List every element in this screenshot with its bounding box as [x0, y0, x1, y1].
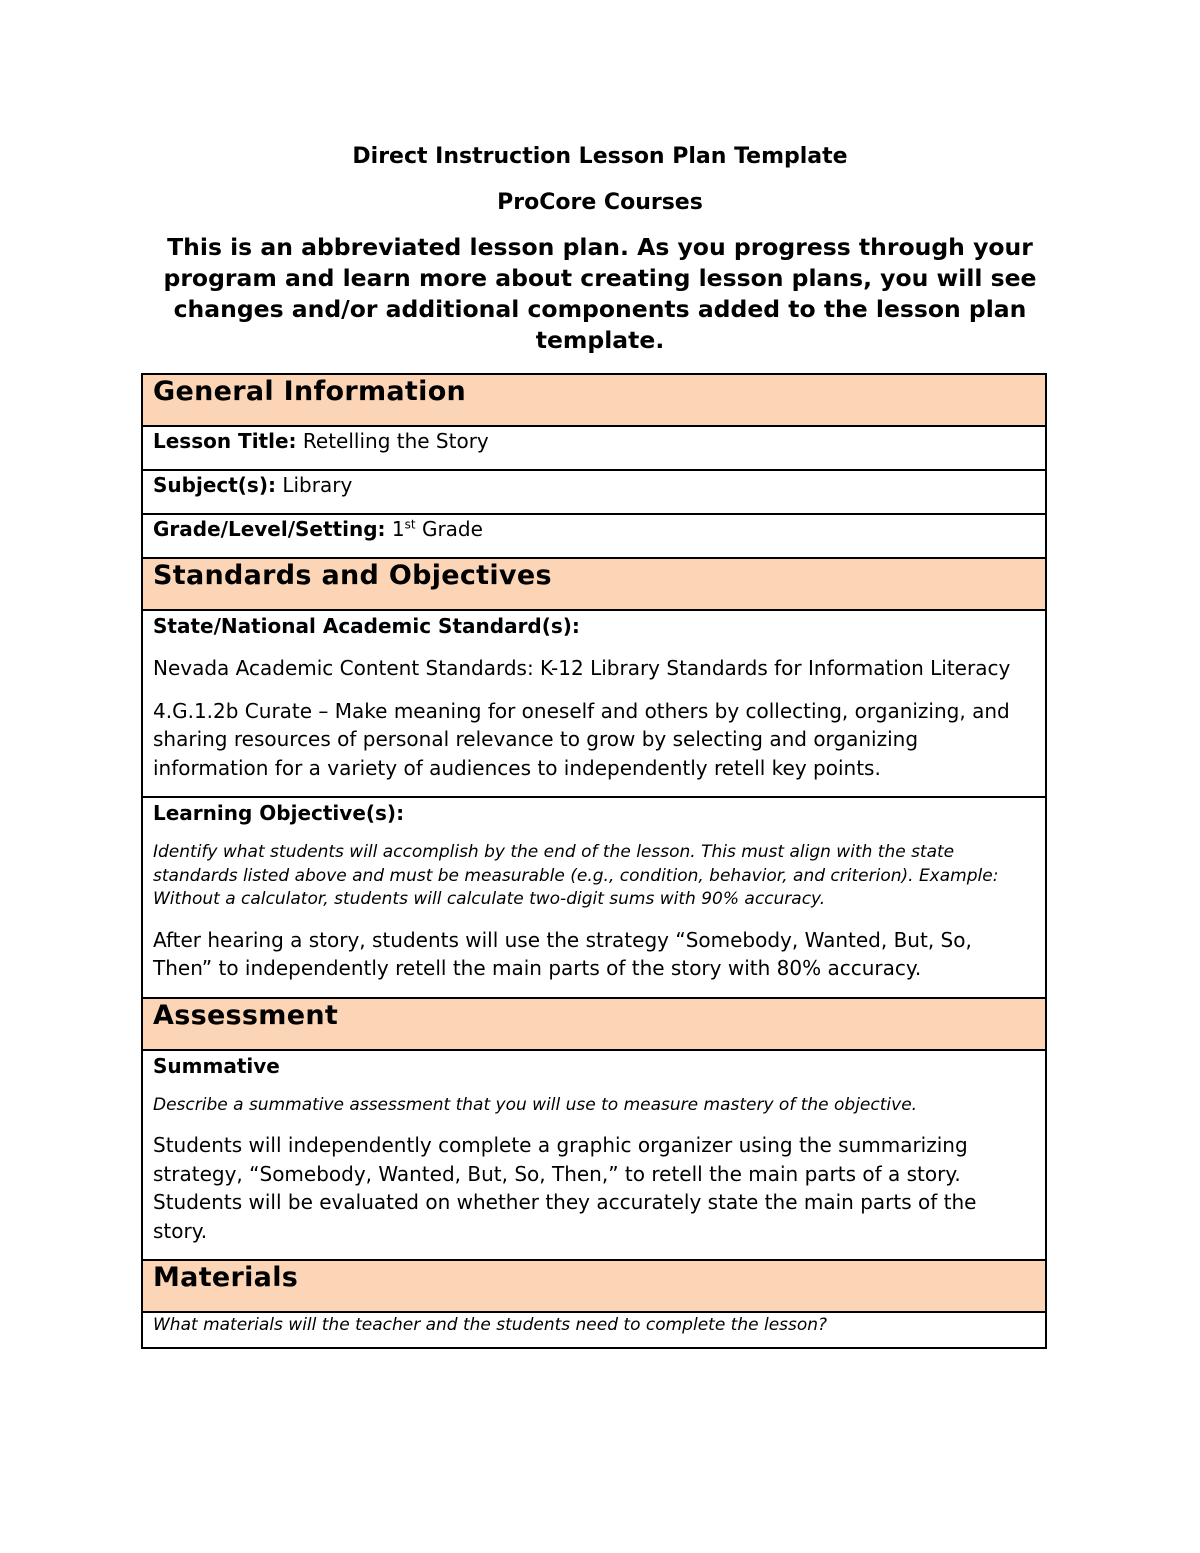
- section-heading: Standards and Objectives: [142, 558, 1046, 610]
- objectives-row: [142, 797, 1046, 998]
- section-heading: General Information: [142, 374, 1046, 426]
- objective-hint: Identify what students will accomplish by the end of the lesson. This must align with the state standards listed above and must be measurable (e.g., condition, behavior, and criterion). Example: Without a calculator, students will calculate two-digit sums with 90% accuracy.: [153, 842, 999, 909]
- standard-text: 4.G.1.2b Curate – Make meaning for oneself and others by collecting, organizing, and sharing resources of personal relevance to grow by selecting and organizing information for a variety of audiences to independently retell key points.: [153, 698, 1010, 780]
- grade-label: Grade/Level/Setting:: [153, 517, 386, 541]
- lesson-title-value: Retelling the Story: [296, 429, 489, 453]
- objective-text: After hearing a story, students will use the strategy “Somebody, Wanted, But, So, Then” to independently retell the main parts of the story with 80% accuracy.: [153, 927, 972, 980]
- objective-label: Learning Objective(s):: [153, 801, 405, 825]
- summative-row: [142, 1050, 1046, 1261]
- summative-hint: Describe a summative assessment that you will use to measure mastery of the objective.: [153, 1094, 918, 1115]
- grade-suffix: st: [404, 517, 416, 532]
- document-title: Direct Instruction Lesson Plan Template: [352, 144, 848, 169]
- lesson-title-row: [142, 426, 1046, 470]
- section-header-general: [142, 374, 1046, 426]
- standard-label: State/National Academic Standard(s):: [153, 614, 580, 638]
- lesson-plan-table: [141, 373, 1047, 1349]
- grade-value: Grade: [415, 517, 483, 541]
- subject-label: Subject(s):: [153, 473, 276, 497]
- subject-row: [142, 470, 1046, 514]
- section-header-assessment: [142, 998, 1046, 1050]
- document-intro: This is an abbreviated lesson plan. As you progress through your program and learn more about creating lesson plans, you will see changes and/or additional components added to the lesson plan template.: [163, 233, 1037, 354]
- document-subtitle: ProCore Courses: [497, 190, 703, 215]
- summative-text: Students will independently complete a graphic organizer using the summarizing strategy, “Somebody, Wanted, But, So, Then,” to retell the main parts of a story. Students will be evaluated on whether they accurately state the main parts of the story.: [153, 1133, 977, 1243]
- grade-row: [142, 514, 1046, 558]
- subject-value: Library: [275, 473, 353, 497]
- lesson-title-label: Lesson Title:: [153, 429, 297, 453]
- summative-label: Summative: [153, 1053, 280, 1078]
- materials-hint: What materials will the teacher and the students need to complete the lesson?: [153, 1315, 828, 1335]
- section-heading: Materials: [142, 1260, 1046, 1312]
- materials-row: [142, 1312, 1046, 1348]
- standard-source: Nevada Academic Content Standards: K-12 Library Standards for Information Literacy: [153, 656, 1011, 680]
- section-header-standards: [142, 558, 1046, 610]
- section-header-materials: [142, 1260, 1046, 1312]
- standards-row: [142, 610, 1046, 797]
- document-header: [140, 142, 1060, 356]
- grade-number: 1: [385, 517, 405, 541]
- section-heading: Assessment: [142, 998, 1046, 1050]
